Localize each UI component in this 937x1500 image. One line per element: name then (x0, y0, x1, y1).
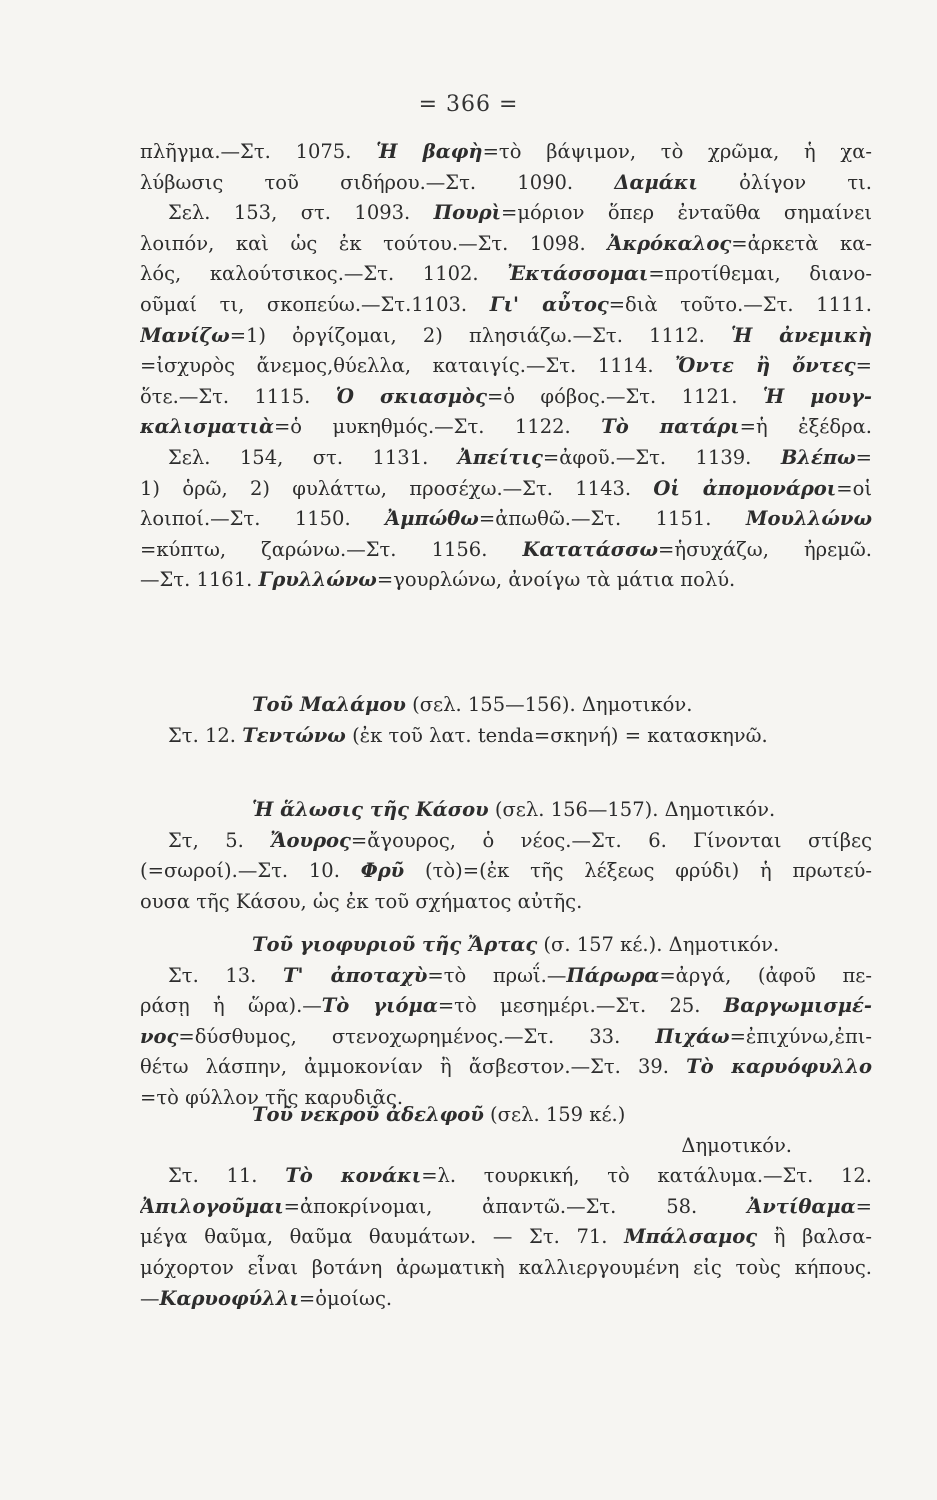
text-line (140, 229, 872, 260)
text-line (140, 1284, 872, 1315)
headword: Ὄντε ἢ ὄντες (675, 354, 856, 378)
headword: Μανίζω (140, 323, 230, 347)
headword: Ἡ ἀνεμικὴ (731, 323, 872, 347)
gloss-text: ὀλίγον τι. (697, 170, 872, 194)
text-line (140, 1222, 872, 1253)
text-line (140, 443, 872, 474)
gloss-text: (=σωροί).—Στ. 10. (140, 859, 361, 883)
headword: Γρυλλώνω (258, 568, 377, 592)
headword: Τὸ γιόμα (321, 994, 438, 1018)
headword: Ὁ σκιασμὸς (335, 384, 487, 408)
headword: Ἡ μουγ- (762, 384, 872, 408)
gloss-text: =ἀργά, (ἀφοῦ πε- (659, 963, 872, 987)
headword: Γι' αὖτος (489, 292, 609, 316)
gloss-text: οῦμαί τι, σκοπεύω.—Στ.1103. (140, 292, 490, 316)
text-line (140, 290, 872, 321)
gloss-text: (σελ. 159 κέ.) (483, 1103, 626, 1126)
headword: Τοῦ γιοφυριοῦ τῆς Ἄρτας (252, 933, 538, 956)
gloss-text: — (140, 1286, 160, 1310)
headword: Ἀκρόκαλος (607, 231, 732, 255)
text-line (140, 474, 872, 505)
gloss-text: = (855, 1194, 872, 1218)
headword: Κατατάσσω (522, 537, 659, 561)
text-line (140, 887, 872, 918)
text-line (140, 991, 872, 1022)
gloss-text: Σελ. 153, στ. 1093. (168, 201, 434, 225)
headword: Βλέπω (780, 445, 856, 469)
gloss-text: =κύπτω, ζαρώνω.—Στ. 1156. (140, 537, 523, 561)
gloss-text: =μόριον ὅπερ ἐνταῦθα σημαίνει (501, 201, 872, 225)
gloss-text: Στ. 13. (168, 963, 283, 987)
gloss-text: ουσα τῆς Κάσου, ὡς ἐκ τοῦ σχήματος αὐτῆς. (140, 889, 583, 913)
text-line (140, 1052, 872, 1083)
page-number: = 366 = (418, 92, 519, 117)
gloss-text: =γουρλώνω, ἀνοίγω τὰ μάτια πολύ. (376, 568, 736, 592)
gloss-text: =1) ὀργίζομαι, 2) πλησιάζω.—Στ. 1112. (229, 323, 732, 347)
text-line (140, 930, 872, 961)
text-line (140, 690, 872, 721)
headword: Φρῦ (360, 859, 405, 883)
text-line (140, 535, 872, 566)
text-line (140, 351, 872, 382)
gloss-text: (σελ. 155—156). Δημοτικόν. (405, 693, 693, 716)
headword: Τὸ πατάρι (601, 415, 740, 439)
gloss-text: ράσῃ ἡ ὥρα).— (140, 994, 322, 1018)
section-malamou (140, 690, 872, 751)
headword: Βαργωμισμέ- (723, 994, 872, 1018)
text-line (140, 961, 872, 992)
text-line (140, 198, 872, 229)
gloss-text: (τὸ)=(ἐκ τῆς λέξεως φρύδι) ἡ πρωτεύ- (404, 859, 872, 883)
gloss-text: Στ. 11. (168, 1164, 286, 1188)
gloss-text: λός, καλούτσικος.—Στ. 1102. (140, 262, 508, 286)
headword: Μπάλσαμος (624, 1225, 758, 1249)
gloss-text: Στ. 12. (168, 723, 243, 747)
headword: Τὸ κονάκι (285, 1164, 422, 1188)
text-line (140, 1192, 872, 1223)
headword: Πιχάω (655, 1024, 730, 1048)
gloss-text: (σελ. 156—157). Δημοτικόν. (488, 798, 776, 821)
text-line (140, 137, 872, 168)
text-line (140, 1100, 872, 1131)
gloss-text: =τὸ βάψιμον, τὸ χρῶμα, ἡ χα- (482, 140, 872, 163)
gloss-text: = (855, 354, 872, 378)
headword: Ἡ βαφὴ (376, 140, 483, 163)
text-line (140, 1161, 872, 1192)
gloss-text: =λ. τουρκική, τὸ κατάλυμα.—Στ. 12. (421, 1164, 872, 1188)
text-line (140, 412, 872, 443)
gloss-text: θέτω λάσπην, ἀμμοκονίαν ἢ ἄσβεστον.—Στ. 39. (140, 1055, 687, 1079)
gloss-text: —Στ. 1161. (140, 568, 259, 592)
gloss-text: =ὁ μυκηθμός.—Στ. 1122. (273, 415, 602, 439)
gloss-text: =δύσθυμος, στενοχωρημένος.—Στ. 33. (178, 1024, 656, 1048)
gloss-text: =ὁ φόβος.—Στ. 1121. (486, 384, 763, 408)
headword: Τεντώνω (242, 723, 346, 747)
gloss-text: =τὸ φύλλον τῆς καρυδιᾶς. (140, 1085, 404, 1109)
gloss-text: 1) ὁρῶ, 2) φυλάττω, προσέχω.—Στ. 1143. (140, 476, 654, 500)
section-kasou (140, 795, 872, 917)
section-gefyri-artas (140, 930, 872, 1114)
gloss-text: =ἰσχυρὸς ἄνεμος,θύελλα, καταιγίς.—Στ. 1114. (140, 354, 676, 378)
gloss-text: μόχορτον εἶναι βοτάνη ἀρωματικὴ καλλιεργουμένη εἰς τοὺς κήπους. (140, 1255, 872, 1279)
headword: Ἀντίθαμα (747, 1194, 856, 1218)
text-line (140, 1022, 872, 1053)
headword: Ἄουρος (270, 828, 351, 852)
gloss-text: =ὁμοίως. (298, 1286, 393, 1310)
headword: Τὸ καρυόφυλλο (686, 1055, 872, 1079)
headword: Ἀπείτις (457, 445, 543, 469)
gloss-text: Στ, 5. (168, 828, 271, 852)
text-line (140, 826, 872, 857)
text-line (140, 565, 872, 596)
headword: Τ' ἀποταχὺ (282, 963, 428, 987)
text-line (140, 856, 872, 887)
gloss-text: πλῆγμα.—Στ. 1075. (140, 140, 377, 163)
gloss-text: =τὸ μεσημέρι.—Στ. 25. (437, 994, 724, 1018)
gloss-text: ἢ βαλσα- (757, 1225, 872, 1249)
headword: Ἀμπώθω (385, 507, 479, 531)
headword: Πουρὶ (433, 201, 502, 225)
headword: Μουλλώνω (745, 507, 872, 531)
headword: Ἐκτάσσομαι (507, 262, 649, 286)
gloss-text: ὅτε.—Στ. 1115. (140, 384, 336, 408)
text-line (140, 168, 872, 199)
gloss-text: λοιποί.—Στ. 1150. (140, 507, 386, 531)
gloss-text: =ἀπωθῶ.—Στ. 1151. (478, 507, 746, 531)
gloss-text: =ἄγουρος, ὁ νέος.—Στ. 6. Γίνονται στίβες (350, 828, 872, 852)
gloss-text: Σελ. 154, στ. 1131. (168, 445, 458, 469)
gloss-text: μέγα θαῦμα, θαῦμα θαυμάτων. — Στ. 71. (140, 1225, 625, 1249)
gloss-text: =ἐπιχύνω,ἐπι- (729, 1024, 872, 1048)
gloss-text: =ἡ ἐξέδρα. (739, 415, 872, 439)
headword: νος (140, 1024, 179, 1048)
gloss-text: λύβωσις τοῦ σιδήρου.—Στ. 1090. (140, 170, 615, 194)
headword: Τοῦ Μαλάμου (252, 693, 406, 716)
headword: Δαμάκι (614, 170, 698, 194)
headword: Τοῦ νεκροῦ ἀδελφοῦ (252, 1103, 484, 1126)
headword: καλισματιὰ (140, 415, 274, 439)
gloss-text: =προτίθεμαι, διανο- (648, 262, 872, 286)
gloss-text: =ἀποκρίνομαι, ἀπαντῶ.—Στ. 58. (283, 1194, 748, 1218)
text-line (140, 1253, 872, 1284)
gloss-text: =διὰ τοῦτο.—Στ. 1111. (608, 292, 872, 316)
headword: Πάρωρα (566, 963, 660, 987)
headword: Ἡ ἅλωσις τῆς Κάσου (252, 798, 489, 821)
gloss-text: =οἱ (836, 476, 872, 500)
para-1 (140, 137, 872, 596)
section-nekrou-adelfou (140, 1100, 872, 1314)
text-line (140, 795, 872, 826)
section-subheading: Δημοτικόν. (681, 1133, 792, 1157)
headword: Καρυοφύλλι (159, 1286, 299, 1310)
gloss-text: =τὸ πρωΐ.— (427, 963, 567, 987)
text-line (140, 382, 872, 413)
gloss-text: λοιπόν, καὶ ὡς ἐκ τούτου.—Στ. 1098. (140, 231, 608, 255)
gloss-text: =ἡσυχάζω, ἠρεμῶ. (658, 537, 872, 561)
gloss-text: =ἀφοῦ.—Στ. 1139. (542, 445, 781, 469)
text-line (140, 504, 872, 535)
headword: Ἀπιλογοῦμαι (140, 1194, 284, 1218)
gloss-text: (ἐκ τοῦ λατ. tenda=σκηνή) = κατασκηνῶ. (345, 723, 768, 747)
text-line (140, 259, 872, 290)
text-line (140, 721, 872, 752)
gloss-text: (σ. 157 κέ.). Δημοτικόν. (537, 933, 780, 956)
gloss-text: = (855, 445, 872, 469)
headword: Οἱ ἀπομονάροι (653, 476, 837, 500)
text-line (140, 321, 872, 352)
gloss-text: =ἀρκετὰ κα- (731, 231, 872, 255)
